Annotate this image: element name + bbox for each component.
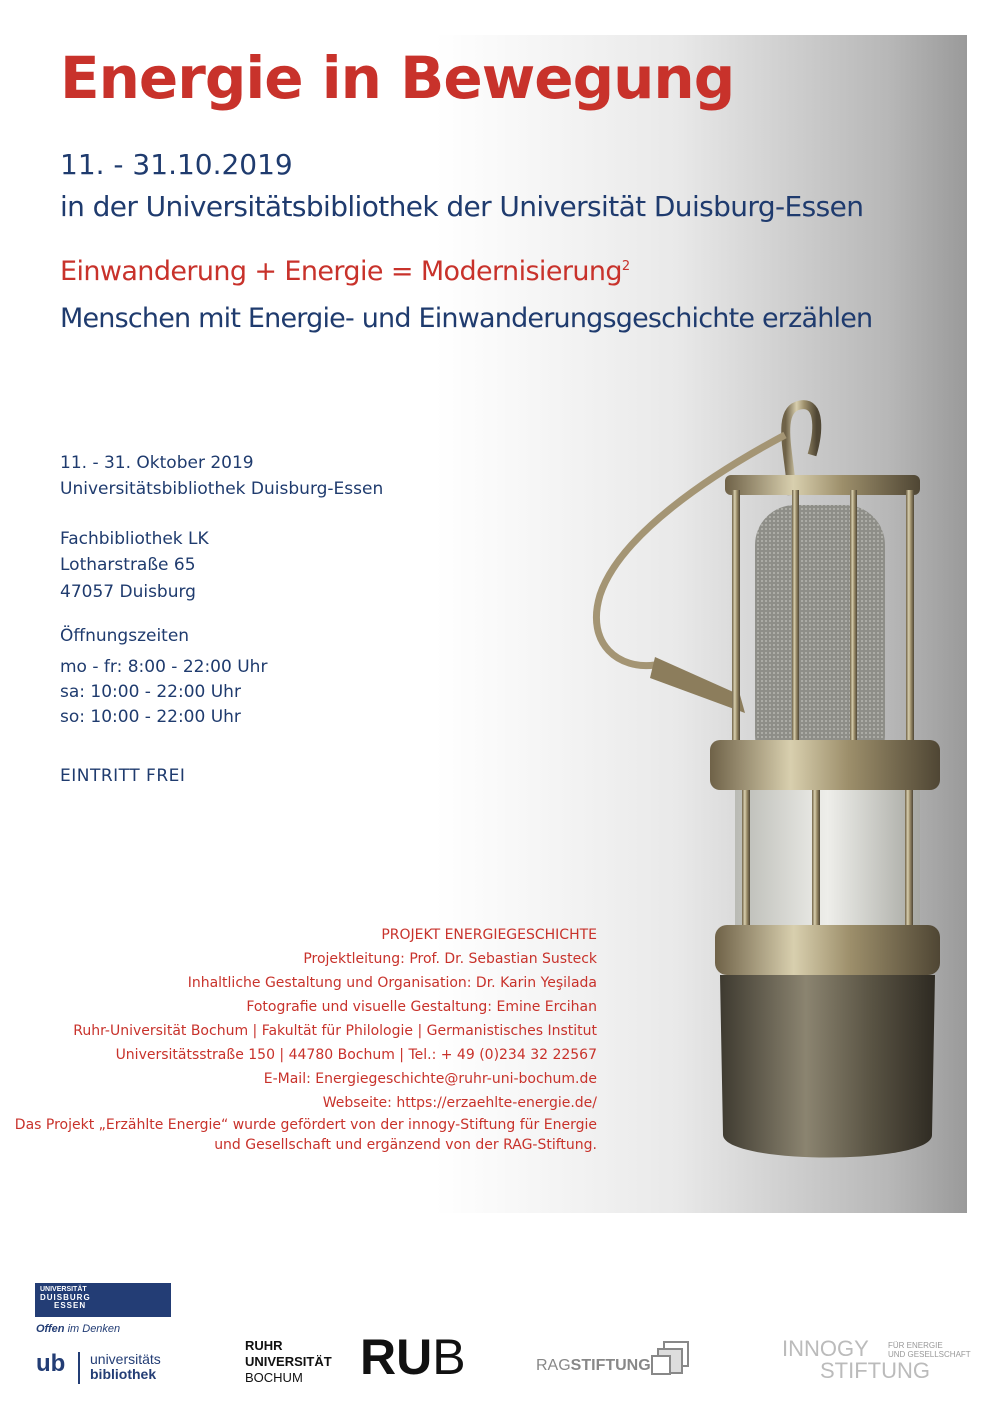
miners-lamp-image: [560, 395, 960, 1195]
rub-mark: RUB: [360, 1329, 466, 1385]
hours-saturday: sa: 10:00 - 22:00 Uhr: [60, 682, 241, 702]
rub-wordmark: RUHR UNIVERSITÄT BOCHUM: [245, 1338, 332, 1385]
venue-line: in der Universitätsbibliothek der Universität Duisburg-Essen: [60, 190, 864, 223]
innogy-subtitle: FÜR ENERGIE UND GESELLSCHAFT: [888, 1341, 971, 1359]
info-city: 47057 Duisburg: [60, 582, 196, 602]
ub-mark: ub: [36, 1350, 66, 1377]
info-street: Lotharstraße 65: [60, 555, 196, 575]
ude-logo: UNIVERSITÄT DUISBURG ESSEN: [35, 1283, 171, 1317]
ude-tagline: Offen im Denken: [36, 1323, 121, 1335]
project-design: Inhaltliche Gestaltung und Organisation: Dr. Karin Yeşilada: [187, 975, 597, 991]
project-website: Webseite: https://erzaehlte-energie.de/: [322, 1095, 597, 1111]
ub-wordmark: universitäts bibliothek: [90, 1351, 161, 1382]
hours-weekday: mo - fr: 8:00 - 22:00 Uhr: [60, 657, 268, 677]
rag-wordmark: RAGSTIFTUNG: [536, 1357, 651, 1374]
poster-title: Energie in Bewegung: [60, 44, 735, 112]
subtitle-red: Einwanderung + Energie = Modernisierung$^2$: [60, 256, 630, 287]
project-institution: Ruhr-Universität Bochum | Fakultät für Philologie | Germanistisches Institut: [73, 1023, 597, 1039]
funding-line-1: Das Projekt „Erzählte Energie“ wurde gefördert von der innogy-Stiftung für Energie: [14, 1117, 597, 1133]
hours-sunday: so: 10:00 - 22:00 Uhr: [60, 707, 241, 727]
date-range: 11. - 31.10.2019: [60, 148, 293, 181]
project-heading: PROJEKT ENERGIEGESCHICHTE: [381, 927, 597, 943]
info-library: Universitätsbibliothek Duisburg-Essen: [60, 479, 384, 499]
info-date: 11. - 31. Oktober 2019: [60, 453, 254, 473]
subtitle-blue: Menschen mit Energie- und Einwanderungsgeschichte erzählen: [60, 303, 873, 334]
hours-heading: Öffnungszeiten: [60, 626, 190, 646]
project-email: E-Mail: Energiegeschichte@ruhr-uni-bochum.de: [263, 1071, 597, 1087]
rag-squares-icon: [650, 1340, 692, 1382]
info-branch: Fachbibliothek LK: [60, 529, 209, 549]
innogy-wordmark: INNOGY STIFTUNG: [782, 1336, 930, 1383]
admission-note: EINTRITT FREI: [60, 766, 186, 786]
funding-line-2: und Gesellschaft und ergänzend von der RAG-Stiftung.: [214, 1137, 597, 1153]
ub-divider: [78, 1352, 80, 1384]
project-address: Universitätsstraße 150 | 44780 Bochum | Tel.: + 49 (0)234 32 22567: [115, 1047, 597, 1063]
project-lead: Projektleitung: Prof. Dr. Sebastian Susteck: [303, 951, 597, 967]
project-photography: Fotografie und visuelle Gestaltung: Emine Ercihan: [246, 999, 597, 1015]
